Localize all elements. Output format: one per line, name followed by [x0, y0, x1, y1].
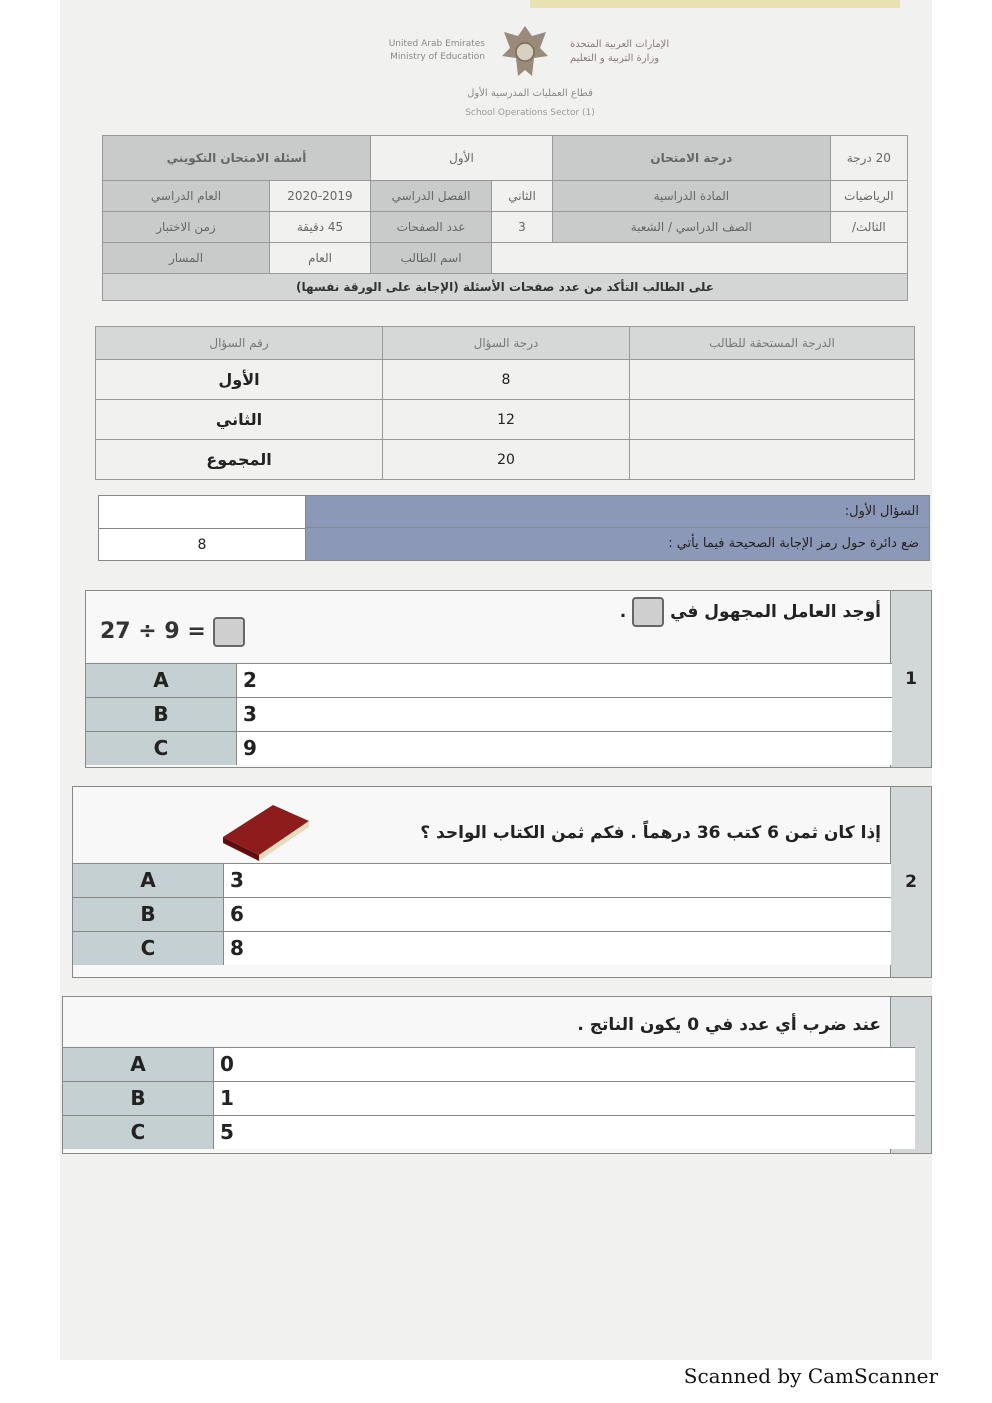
- question-3: [62, 996, 932, 1154]
- header-en-line2: Ministry of Education: [390, 52, 485, 62]
- option-label: C: [86, 732, 237, 765]
- section-header: [98, 495, 930, 561]
- option-value: 5: [214, 1116, 915, 1149]
- table-row: [96, 440, 915, 480]
- option-label: B: [73, 898, 224, 931]
- unknown-box-icon: [632, 597, 664, 627]
- student-label: اسم الطالب: [371, 243, 492, 274]
- option-label: B: [86, 698, 237, 731]
- question-text: أوجد العامل المجهول في .: [620, 597, 881, 627]
- instruction-note: على الطالب التأكد من عدد صفحات الأسئلة (الإجابة على الورقة نفسها): [103, 274, 908, 301]
- marks-score: 12: [383, 400, 630, 440]
- expression-text: 27 ÷ 9 =: [100, 619, 206, 644]
- table-row: [96, 400, 915, 440]
- marks-student: [630, 440, 915, 480]
- student-name-field: [492, 243, 908, 274]
- semester-value: الثاني: [492, 181, 553, 212]
- book-icon: [213, 797, 313, 861]
- question-number: [890, 591, 931, 767]
- exam-title: أسئلة الامتحان التكويني: [103, 136, 371, 181]
- option-b[interactable]: [73, 897, 891, 931]
- scanner-footer: Scanned by CamScanner: [683, 1364, 938, 1388]
- exam-grade-label: درجة الامتحان: [553, 136, 831, 181]
- option-value: 9: [237, 732, 892, 765]
- option-value: 0: [214, 1048, 915, 1081]
- question-2: [72, 786, 932, 978]
- semester-label: الفصل الدراسي: [371, 181, 492, 212]
- subject-value: الرياضيات: [830, 181, 907, 212]
- ministry-header: [300, 22, 720, 132]
- header-sector-en: School Operations Sector (1): [465, 108, 595, 118]
- question-number: [890, 787, 931, 977]
- marks-score: 8: [383, 360, 630, 400]
- option-a[interactable]: [86, 663, 892, 697]
- option-label: C: [73, 932, 224, 965]
- option-value: 2: [237, 664, 892, 697]
- question-1-text: أوجد العامل المجهول في: [670, 602, 881, 622]
- section-score: 8: [99, 528, 305, 561]
- marks-header-q: رقم السؤال: [96, 327, 383, 360]
- top-strip: [530, 0, 900, 8]
- term-value: الأول: [371, 136, 553, 181]
- option-c[interactable]: [86, 731, 892, 765]
- marks-student: [630, 400, 915, 440]
- options-list: [63, 1047, 915, 1149]
- option-label: A: [73, 864, 224, 897]
- marks-score: 20: [383, 440, 630, 480]
- option-value: 8: [224, 932, 891, 965]
- option-label: C: [63, 1116, 214, 1149]
- track-value: العام: [270, 243, 371, 274]
- question-number-text: 1: [905, 669, 917, 689]
- question-text: عند ضرب أي عدد في 0 يكون الناتج .: [577, 1015, 881, 1035]
- option-a[interactable]: [73, 863, 891, 897]
- marks-header-score: درجة السؤال: [383, 327, 630, 360]
- time-label: زمن الاختبار: [103, 212, 270, 243]
- pages-label: عدد الصفحات: [371, 212, 492, 243]
- question-1: [85, 590, 932, 768]
- header-en-line1: United Arab Emirates: [388, 39, 485, 49]
- grade-value: الثالث/: [830, 212, 907, 243]
- option-value: 6: [224, 898, 891, 931]
- option-label: A: [63, 1048, 214, 1081]
- grade-label: الصف الدراسي / الشعبة: [553, 212, 831, 243]
- year-value: 2020-2019: [270, 181, 371, 212]
- marks-q: المجموع: [96, 440, 383, 480]
- option-b[interactable]: [86, 697, 892, 731]
- header-sector-ar: قطاع العمليات المدرسية الأول: [467, 88, 593, 99]
- header-english: [355, 38, 485, 64]
- option-b[interactable]: [63, 1081, 915, 1115]
- options-list: [86, 663, 892, 765]
- option-c[interactable]: [73, 931, 891, 965]
- option-a[interactable]: [63, 1047, 915, 1081]
- unknown-box-icon: [213, 617, 245, 647]
- option-label: B: [63, 1082, 214, 1115]
- option-label: A: [86, 664, 237, 697]
- marks-q: الثاني: [96, 400, 383, 440]
- option-value: 3: [237, 698, 892, 731]
- year-label: العام الدراسي: [103, 181, 270, 212]
- exam-grade-value: 20 درجة: [830, 136, 907, 181]
- marks-header-student: الدرجة المستحقة للطالب: [630, 327, 915, 360]
- section-title: السؤال الأول:: [306, 496, 929, 528]
- question-text: إذا كان ثمن 6 كتب 36 درهماً . فكم ثمن الكتاب الواحد ؟: [420, 823, 881, 843]
- header-ar-line1: الإمارات العربية المتحدة: [570, 39, 670, 50]
- marks-student: [630, 360, 915, 400]
- marks-q: الأول: [96, 360, 383, 400]
- track-label: المسار: [103, 243, 270, 274]
- pages-value: 3: [492, 212, 553, 243]
- option-value: 3: [224, 864, 891, 897]
- exam-info-table: [102, 135, 908, 301]
- subject-label: المادة الدراسية: [553, 181, 831, 212]
- time-value: 45 دقيقة: [270, 212, 371, 243]
- question-number-text: 2: [905, 872, 917, 892]
- option-c[interactable]: [63, 1115, 915, 1149]
- header-ar-line2: وزارة التربية و التعليم: [570, 53, 660, 64]
- table-row: [96, 360, 915, 400]
- marks-table: [95, 326, 915, 480]
- option-value: 1: [214, 1082, 915, 1115]
- uae-emblem-icon: [498, 22, 552, 84]
- header-arabic: [570, 38, 710, 66]
- question-1-expression: [100, 617, 245, 647]
- options-list: [73, 863, 891, 965]
- section-instruction: ضع دائرة حول رمز الإجابة الصحيحة فيما يأتي :: [306, 528, 929, 560]
